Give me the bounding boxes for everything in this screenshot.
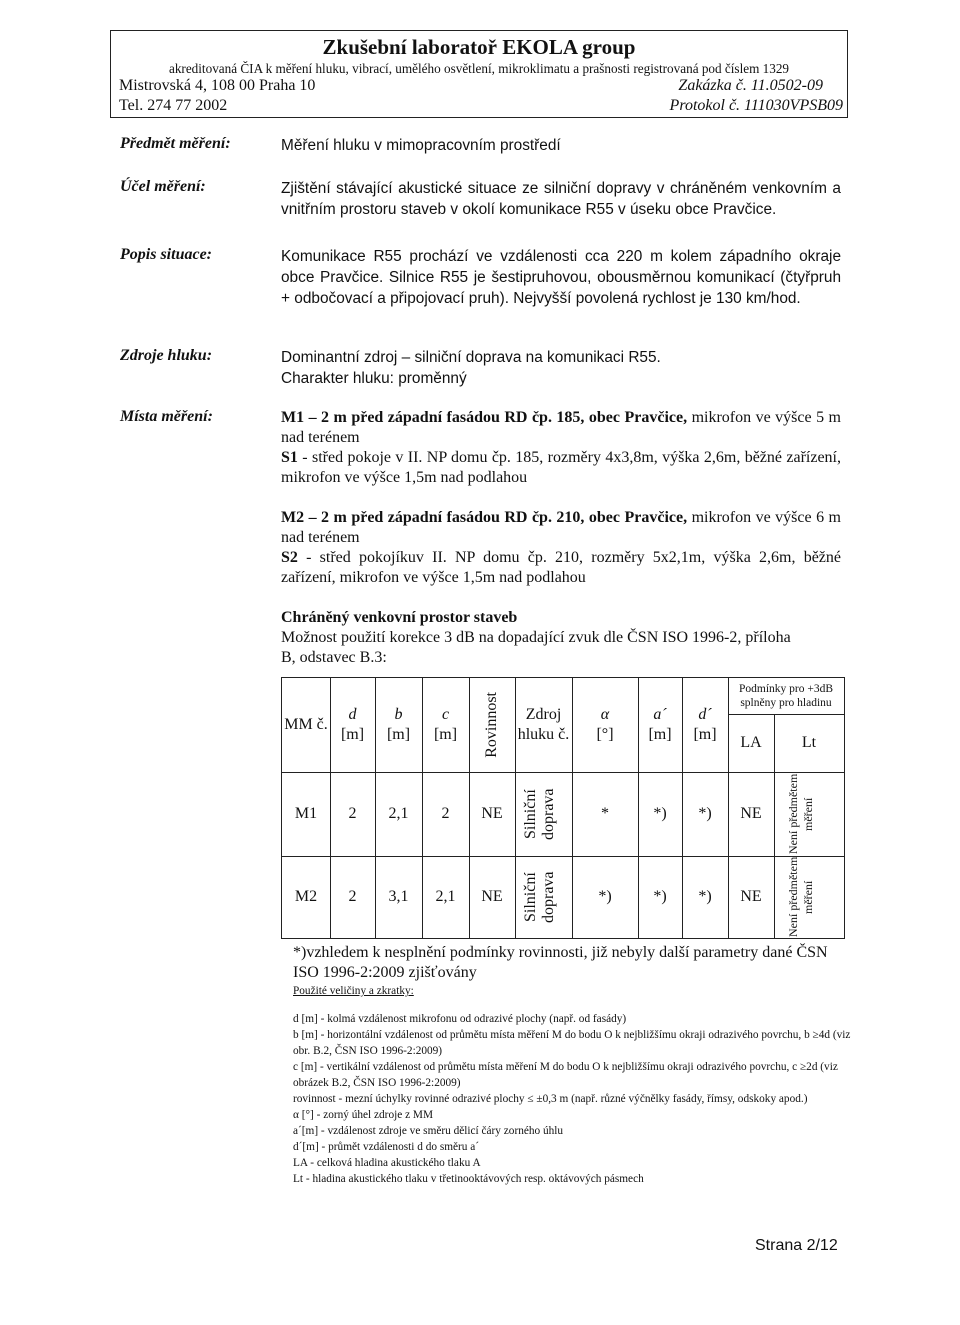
situation-label: Popis situace: (120, 246, 212, 263)
row-m1-c: 2 (441, 805, 450, 822)
header-alpha (572, 678, 638, 772)
header-c-symbol: c (441, 706, 450, 723)
place-m2-title: M2 – 2 m před západní fasádou RD čp. 210, obec Pravčice, (281, 509, 688, 526)
header-a-prime-symbol: a´ (653, 706, 667, 723)
header-mm-label: MM č. (284, 716, 328, 733)
header-alpha-unit: [°] (596, 726, 614, 743)
row-m2-lt-label: Není předmětem měření (786, 856, 815, 938)
header-d-symbol: d (348, 706, 357, 723)
header-d-prime (682, 678, 728, 772)
row-m1-lt-label: Není předmětem měření (786, 773, 815, 855)
header-la (728, 714, 774, 772)
places-label: Místa měření: (120, 408, 213, 425)
order-number: Zakázka č. 11.0502-09 (678, 77, 823, 94)
situation-text: Komunikace R55 prochází ve vzdálenosti cca 220 m kolem západního okraje obce Pravčice. Silnice R55 je šestipruhovou, obousměrnou komunikací (čtyřpruh + odbočovací a připojovací pruh). Nejvyšší povolená rychlost je 130 km/hod. (281, 248, 841, 307)
subject-text: Měření hluku v mimopracovním prostředí (281, 137, 561, 154)
header-conditions (728, 678, 844, 714)
abbrev-item: Lt - hladina akustického tlaku v třetinooktávových resp. oktávových pásmech (293, 1173, 644, 1185)
row-m2-d: 2 (348, 888, 357, 905)
header-lt (774, 714, 844, 772)
correction-table (281, 677, 845, 939)
header-a-prime-unit: [m] (648, 726, 672, 743)
outdoor-text: Možnost použití korekce 3 dB na dopadající zvuk dle ČSN ISO 1996-2, příloha B, odstavec B.3: (281, 629, 791, 666)
row-m1-mm: M1 (294, 805, 318, 822)
place-m1-rest: mikrofon ve výšce 5 m nad terénem (281, 409, 841, 446)
header-source-label: Zdroj hluku č. (517, 706, 570, 743)
lab-phone: Tel. 274 77 2002 (119, 97, 228, 114)
header-c (422, 678, 469, 772)
purpose-label: Účel měření: (120, 178, 206, 195)
row-m2-lt (774, 856, 844, 938)
header-b-unit: [m] (386, 726, 411, 743)
sources-label: Zdroje hluku: (120, 347, 213, 364)
row-m2-flatness: NE (481, 888, 503, 905)
row-m2-alpha: *) (598, 888, 612, 905)
abbrev-item: d´[m] - průmět vzdálenosti d do směru a´ (293, 1141, 480, 1153)
header-d (330, 678, 375, 772)
row-m2-la: NE (740, 888, 762, 905)
row-m2-c: 2,1 (435, 888, 456, 905)
row-m1-d-prime: *) (698, 805, 712, 822)
abbrev-item: d [m] - kolmá vzdálenost mikrofonu od odrazivé plochy (např. od fasády) (293, 1013, 627, 1025)
row-m2-source (515, 856, 572, 938)
lab-address: Mistrovská 4, 108 00 Praha 10 (119, 77, 316, 94)
row-m1-source-label: Silniční doprava (521, 788, 557, 840)
row-m1-b: 2,1 (388, 805, 409, 822)
header-la-label: LA (740, 734, 762, 751)
accreditation-line: akreditovaná ČIA k měření hluku, vibrací, umělého osvětlení, mikroklimatu a prašnosti registrovaná pod číslem 1329 (168, 61, 790, 76)
sources-line-2: Charakter hluku: proměnný (281, 370, 467, 387)
place-m2-rest: mikrofon ve výšce 6 m nad terénem (281, 509, 841, 546)
header-source (515, 678, 572, 772)
lab-header (110, 30, 848, 118)
place-m1-title: M1 – 2 m před západní fasádou RD čp. 185, obec Pravčice, (281, 409, 688, 426)
header-d-prime-symbol: d´ (698, 706, 712, 723)
lab-title: Zkušební laboratoř EKOLA group (322, 35, 636, 59)
row-m1-d: 2 (348, 805, 357, 822)
row-m2-d-prime: *) (698, 888, 712, 905)
outdoor-heading: Chráněný venkovní prostor staveb (281, 609, 518, 626)
row-m1-a-prime: *) (653, 805, 667, 822)
row-m2-source-label: Silniční doprava (521, 871, 557, 923)
abbrev-list (293, 1011, 853, 1187)
row-m1-flatness: NE (481, 805, 503, 822)
header-d-prime-unit: [m] (693, 726, 717, 743)
header-conditions-label: Podmínky pro +3dB splněny pro hladinu (738, 683, 834, 709)
protocol-number: Protokol č. 111030VPSB09 (669, 97, 843, 114)
row-m1-lt (774, 772, 844, 856)
header-b (375, 678, 422, 772)
header-flatness-label: Rovinnost (483, 692, 500, 758)
place-s2-rest: - střed pokojíkuv II. NP domu čp. 210, rozměry 5x2,1m, výška 2,6m, běžné zařízení, mikrofon ve výšce 1,5m nad podlahou (281, 549, 841, 586)
abbrev-item: a´[m] - vzdálenost zdroje ve směru dělicí čáry zorného úhlu (293, 1125, 564, 1137)
row-m2-mm: M2 (294, 888, 318, 905)
header-c-unit: [m] (433, 726, 458, 743)
abbrev-item: α [°] - zorný úhel zdroje z MM (293, 1109, 433, 1121)
place-s1-rest: - střed pokoje v II. NP domu čp. 185, rozměry 4x3,8m, výška 2,6m, běžné zařízení, mikrofon ve výšce 1,5m nad podlahou (281, 449, 841, 486)
row-m1-la: NE (740, 805, 762, 822)
header-flatness (469, 678, 515, 772)
place-s2-title: S2 (281, 549, 298, 566)
header-a-prime (638, 678, 682, 772)
purpose-text: Zjištění stávající akustické situace ze silniční dopravy v chráněném venkovním a vnitřním prostoru staveb v okolí komunikace R55 v úseku obce Pravčice. (281, 180, 841, 218)
sources-line-1: Dominantní zdroj – silniční doprava na komunikaci R55. (281, 349, 661, 366)
row-m1-source (515, 772, 572, 856)
table-footnote: *)vzhledem k nesplnění podmínky rovinnosti, již nebyly další parametry dané ČSN ISO 1996-2:2009 zjišťovány (293, 944, 828, 981)
page-number: Strana 2/12 (755, 1237, 838, 1254)
abbrev-item: rovinnost - mezní úchylky rovinné odrazivé plochy ≤ ±0,3 m (např. různé výčnělky fasády, římsy, odskoky apod.) (293, 1093, 808, 1105)
place-m2 (281, 508, 841, 588)
abbrev-item: c [m] - vertikální vzdálenost od průmětu místa měření M do bodu O k nejbližšímu okraji odrazivého povrchu, c ≥2d (viz obrázek B.2, ČSN ISO 1996-2:2009) (293, 1061, 838, 1089)
row-m2-b: 3,1 (388, 888, 409, 905)
header-b-symbol: b (394, 706, 403, 723)
header-lt-label: Lt (801, 734, 817, 751)
row-m1-alpha: * (601, 805, 609, 822)
header-alpha-symbol: α (600, 706, 610, 723)
subject-label: Předmět měření: (120, 135, 231, 152)
row-m2-a-prime: *) (653, 888, 667, 905)
place-s1-title: S1 (281, 449, 298, 466)
header-mm (282, 678, 330, 772)
abbrev-item: b [m] - horizontální vzdálenost od průmětu místa měření M do bodu O k nejbližšímu okraji odrazivého povrchu, b ≥4d (viz obr. B.2, ČSN ISO 1996-2:2009) (293, 1029, 851, 1057)
abbrev-title: Použité veličiny a zkratky: (293, 985, 414, 997)
abbrev-item: LA - celková hladina akustického tlaku A (293, 1157, 481, 1169)
place-m1 (281, 408, 841, 488)
header-d-unit: [m] (340, 726, 365, 743)
